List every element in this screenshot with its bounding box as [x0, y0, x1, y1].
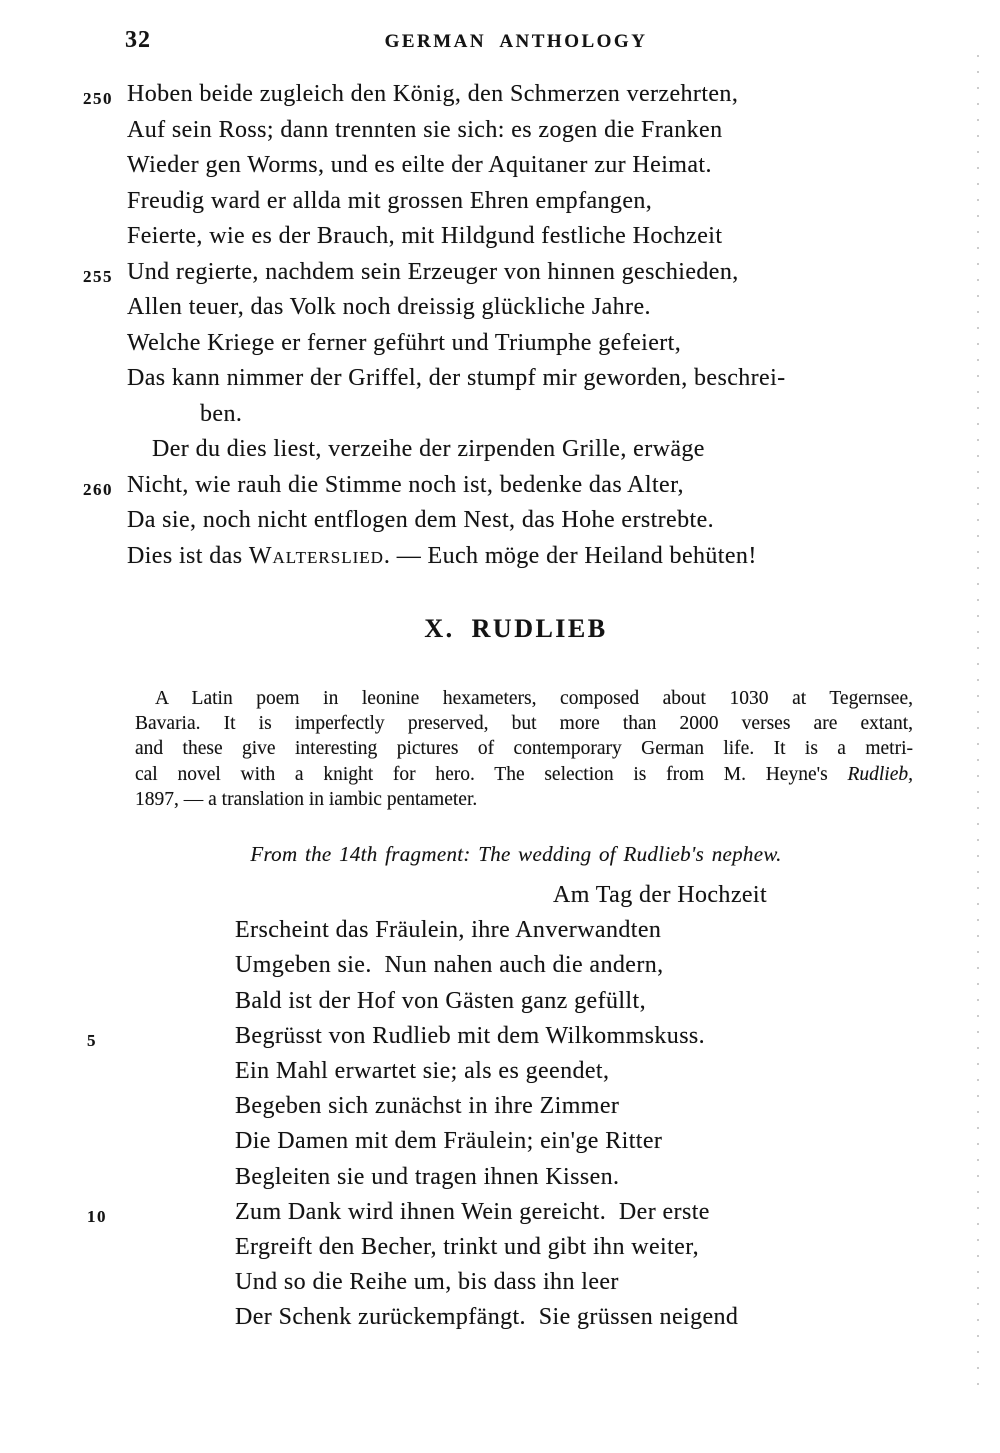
verse-line-text [127, 365, 786, 391]
verse-line-text [235, 917, 661, 943]
verse-line-text [235, 1093, 619, 1119]
plain-text: Begeben sich zunächst in ihre Zimmer [235, 1093, 620, 1120]
intro-line-text [135, 738, 913, 759]
plain-text: Begleiten sie und tragen ihnen Kissen. [235, 1163, 620, 1190]
intro-line [135, 686, 913, 711]
intro-line-text [155, 688, 913, 709]
verse-line [127, 397, 786, 433]
verse-line [235, 1089, 767, 1124]
verse-line-text [235, 988, 646, 1014]
verse-line-text [127, 259, 739, 285]
verse-line-text [127, 330, 681, 356]
plain-text: Bavaria. It is imperfectly preserved, but more than 2000 verses are extant, [135, 713, 913, 735]
plain-text: ben. [200, 400, 243, 427]
verse-line-text [235, 1234, 699, 1260]
verse-line [127, 361, 786, 397]
verse-line-text [127, 472, 684, 498]
section-number: X. [424, 614, 455, 643]
plain-text: Und regierte, nachdem sein Erzeuger von hinnen geschieden, [127, 258, 739, 285]
verse-line [235, 878, 767, 913]
section-heading [127, 614, 905, 644]
verse-line-text [127, 152, 712, 178]
verse-line [235, 1265, 767, 1300]
verse-line [127, 219, 786, 255]
verse-line-text [235, 952, 664, 978]
plain-text: and these give interesting pictures of contemporary German life. It is a metri- [135, 738, 913, 760]
verse-line [235, 1054, 767, 1089]
verse-number: 5 [87, 1030, 97, 1050]
verse-line-text [127, 294, 651, 320]
verse-line [87, 1195, 767, 1230]
verse-number: 260 [83, 479, 113, 499]
verse-number: 250 [83, 89, 113, 108]
plain-text: Und so die Reihe um, bis dass ihn leer [235, 1269, 619, 1296]
verse-line [127, 148, 786, 184]
verse-line [235, 984, 767, 1019]
scan-artifact-dotted-line [977, 55, 979, 1395]
plain-text: Der du dies liest, verzeihe der zirpenden Grille, erwäge [152, 436, 705, 462]
verse-line [235, 1230, 767, 1265]
verse-line-text [200, 401, 242, 427]
verse-line-text [127, 543, 757, 569]
section-title: RUDLIEB [471, 614, 608, 643]
intro-line-text [135, 789, 477, 810]
verse-line-text [127, 117, 722, 143]
verse-line-text [235, 1023, 705, 1049]
plain-text: Feierte, wie es der Brauch, mit Hildgund festliche Hochzeit [127, 223, 723, 249]
plain-text: Freudig ward er allda mit grossen Ehren empfangen, [127, 187, 653, 214]
running-header: GERMAN ANTHOLOGY [384, 31, 648, 52]
intro-line-text [135, 764, 913, 785]
verse-line [235, 948, 767, 983]
plain-text: Begrüsst von Rudlieb mit dem Wilkommskuss. [235, 1022, 706, 1049]
verse-line-text [235, 1128, 662, 1154]
plain-text: Zum Dank wird ihnen Wein gereicht. Der erste [235, 1198, 710, 1225]
verse-line [83, 468, 786, 504]
rudlieb-excerpt-poem [87, 878, 768, 1336]
plain-text: Umgeben sie. Nun nahen auch die andern, [235, 952, 664, 979]
verse-line [235, 1160, 767, 1195]
verse-line [235, 913, 767, 948]
verse-line [235, 1300, 767, 1335]
plain-text: Ein Mahl erwartet sie; als es geendet, [235, 1058, 610, 1085]
plain-text: Das kann nimmer der Griffel, der stumpf mir geworden, beschrei- [127, 365, 786, 391]
verse-line-text [553, 882, 767, 908]
verse-line-text [127, 223, 722, 249]
verse-number: 255 [83, 266, 113, 286]
intro-line-text [135, 713, 913, 734]
page-number: 32 [125, 27, 151, 53]
verse-line [127, 184, 786, 220]
plain-text: Erscheint das Fräulein, ihre Anverwandten [235, 917, 662, 944]
verse-line [127, 326, 786, 362]
plain-text: . — Euch möge der Heiland behüten! [383, 542, 757, 569]
verse-number: 10 [87, 1206, 107, 1226]
plain-text: cal novel with a knight for hero. The selection is from M. Heyne's [135, 763, 848, 785]
verse-line-text [235, 1058, 609, 1084]
plain-text: Dies ist das [127, 542, 249, 569]
verse-line-text [127, 188, 652, 214]
plain-text: Welche Kriege er ferner geführt und Triumphe gefeiert, [127, 329, 682, 356]
plain-text: Ergreift den Becher, trinkt und gibt ihn weiter, [235, 1234, 700, 1261]
plain-text: Der Schenk zurückempfängt. Sie grüssen neigend [235, 1304, 739, 1331]
verse-line [127, 290, 786, 326]
plain-text: Wieder gen Worms, und es eilte der Aquitaner zur Heimat. [127, 152, 712, 178]
intro-line [135, 787, 913, 812]
verse-line-text [235, 1304, 738, 1330]
verse-line [127, 539, 786, 575]
plain-text: 1897, — a translation in iambic pentameter. [135, 788, 478, 810]
plain-text: Am Tag der Hochzeit [553, 882, 768, 908]
verse-line [87, 1019, 767, 1054]
plain-text: Nicht, wie rauh die Stimme noch ist, bedenke das Alter, [127, 471, 684, 498]
waltharius-poem-ending [83, 77, 786, 574]
fragment-caption: From the 14th fragment: The wedding of Rudlieb's nephew. [250, 842, 782, 866]
intro-line [135, 711, 913, 736]
italic-text: Rudlieb, [847, 763, 913, 785]
plain-text: Die Damen mit dem Fräulein; ein'ge Ritter [235, 1128, 663, 1155]
small-caps-text: Walterslied [248, 542, 384, 569]
verse-line [127, 432, 786, 468]
plain-text: Allen teuer, das Volk noch dreissig glückliche Jahre. [127, 294, 651, 320]
verse-line [83, 77, 786, 113]
verse-line-text [235, 1164, 619, 1190]
intro-line [135, 736, 913, 761]
plain-text: Bald ist der Hof von Gästen ganz gefüllt, [235, 987, 646, 1014]
verse-line [127, 503, 786, 539]
plain-text: Da sie, noch nicht entflogen dem Nest, das Hohe erstrebte. [127, 507, 715, 533]
verse-line-text [152, 436, 705, 462]
section-intro-paragraph [135, 686, 913, 812]
verse-line-text [235, 1269, 619, 1295]
verse-line-text [127, 81, 738, 107]
verse-line-text [235, 1199, 710, 1225]
verse-line [235, 1124, 767, 1159]
plain-text: A Latin poem in leonine hexameters, composed about 1030 at Tegernsee, [155, 688, 913, 709]
verse-line-text [127, 507, 714, 533]
verse-line [83, 255, 786, 291]
intro-line [135, 762, 913, 787]
plain-text: Auf sein Ross; dann trennten sie sich: es zogen die Franken [127, 116, 723, 143]
verse-line [127, 113, 786, 149]
plain-text: Hoben beide zugleich den König, den Schmerzen verzehrten, [127, 81, 739, 107]
